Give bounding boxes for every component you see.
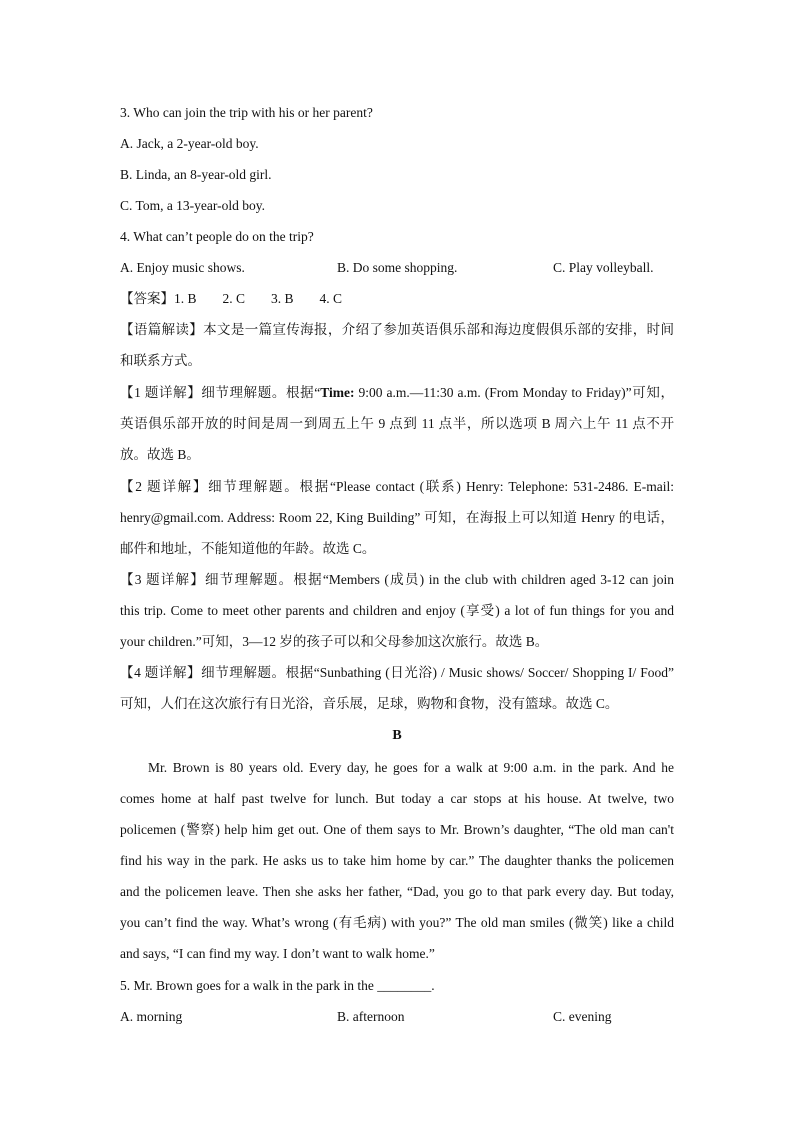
detail-2-line: 【2 题详解】细节理解题。根据“Please contact (联系) Henry: Telephone: 531-2486. E-mail: [120, 479, 674, 494]
passage-b-line: policemen (警察) help him get out. One of them says to Mr. Brown’s daughter, “The old man can't [120, 822, 674, 837]
answer-item: 4. C [319, 291, 343, 306]
detail-4-line: 【4 题详解】细节理解题。根据“Sunbathing (日光浴) / Music shows/ Soccer/ Shopping I/ Food” [120, 665, 674, 680]
passage-b-line: and says, “I can find my way. I don’t want to walk home.” [120, 946, 435, 961]
passage-b-line: find his way in the park. He asks us to take him home by car.” The daughter thanks the policemen [120, 853, 674, 868]
q4-option-c: C. Play volleyball. [553, 260, 654, 275]
answer-label: 【答案】 [120, 291, 174, 306]
section-title: B [392, 728, 402, 743]
q3-option-b: B. Linda, an 8-year-old girl. [120, 167, 272, 182]
passage-reading-line: 【语篇解读】本文是一篇宣传海报，介绍了参加英语俱乐部和海边度假俱乐部的安排，时间 [120, 322, 674, 337]
q5-option-c: C. evening [553, 1009, 612, 1024]
q3-option-c: C. Tom, a 13-year-old boy. [120, 198, 266, 213]
q5-option-a: A. morning [120, 1009, 183, 1024]
detail-1-line: 放。故选 B。 [120, 447, 200, 462]
q4-option-b: B. Do some shopping. [337, 260, 458, 275]
answer-item: 1. B [174, 291, 197, 306]
detail-1-line [120, 383, 674, 403]
question-5: 5. Mr. Brown goes for a walk in the park in the ________. [120, 978, 435, 993]
passage-reading-line: 和联系方式。 [120, 353, 201, 368]
q4-option-a: A. Enjoy music shows. [120, 260, 245, 275]
detail-2-line: 邮件和地址，不能知道他的年龄。故选 C。 [120, 541, 376, 556]
answer-item: 3. B [271, 291, 294, 306]
detail-1-line: 英语俱乐部开放的时间是周一到周五上午 9 点到 11 点半，所以选项 B 周六上午 11 点不开 [120, 416, 674, 431]
detail-3-line: your children.”可知，3—12 岁的孩子可以和父母参加这次旅行。故选 B。 [120, 634, 549, 649]
question-4: 4. What can’t people do on the trip? [120, 229, 314, 244]
question-3: 3. Who can join the trip with his or her parent? [120, 105, 373, 120]
detail-3-line: this trip. Come to meet other parents and children and enjoy (享受) a lot of fun things for you and [120, 603, 674, 618]
answer-line [120, 289, 368, 309]
q5-option-b: B. afternoon [337, 1009, 405, 1024]
passage-b-line: and the policemen leave. Then she asks her father, “Dad, you go to that park every day. But today, [120, 884, 674, 899]
detail-2-line: henry@gmail.com. Address: Room 22, King Building” 可知，在海报上可以知道 Henry 的电话， [120, 510, 674, 525]
detail-1-bold: Time: [320, 385, 355, 400]
passage-b-line: comes home at half past twelve for lunch. But today a car stops at his house. At twelve, two [120, 791, 674, 806]
detail-1-prefix: 【1 题详解】细节理解题。根据“ [120, 385, 321, 400]
detail-4-line: 可知，人们在这次旅行有日光浴，音乐展，足球，购物和食物，没有篮球。故选 C。 [120, 696, 619, 711]
passage-b-line: Mr. Brown is 80 years old. Every day, he goes for a walk at 9:00 a.m. in the park. And he [148, 760, 674, 775]
answer-item: 2. C [222, 291, 246, 306]
passage-b-line: you can’t find the way. What’s wrong (有毛病) with you?” The old man smiles (微笑) like a child [120, 915, 674, 930]
q3-option-a: A. Jack, a 2-year-old boy. [120, 136, 259, 151]
detail-1-rest: 9:00 a.m.—11:30 a.m. (From Monday to Friday)”可知， [354, 385, 674, 400]
detail-3-line: 【3 题详解】细节理解题。根据“Members (成员) in the club with children aged 3-12 can join [120, 572, 674, 587]
